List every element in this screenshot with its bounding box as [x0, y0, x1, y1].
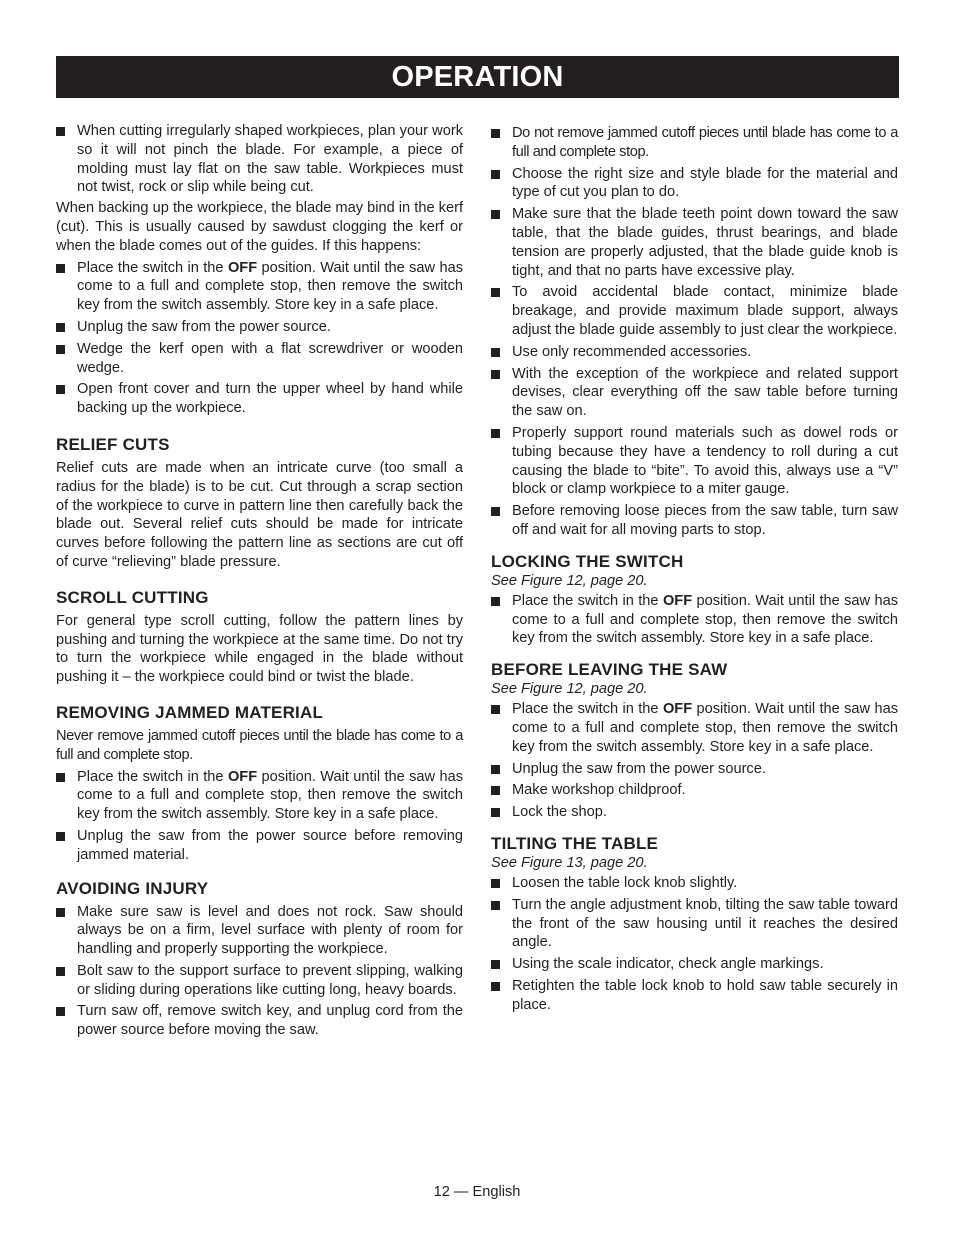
scroll-cutting-section — [56, 588, 463, 687]
list-item: Before removing loose pieces from the saw table, turn saw off and wait for all moving parts to stop. — [491, 502, 898, 540]
figure-reference: See Figure 12, page 20. — [491, 572, 648, 589]
left-column — [56, 122, 463, 1043]
list-item: Make sure saw is level and does not rock. Saw should always be on a firm, level surface with plenty of room for handling and properly supporting the workpiece. — [56, 903, 463, 959]
removing-jammed-section — [56, 703, 463, 865]
list-item: To avoid accidental blade contact, minimize blade breakage, and provide maximum blade support, always adjust the blade guide assembly to just clear the workpiece. — [491, 283, 898, 339]
list-item: Place the switch in the OFF position. Wait until the saw has come to a full and complete stop, then remove the switch key from the switch assembly. Store key in a safe place. — [491, 700, 898, 756]
page-footer: 12 — English — [433, 1184, 521, 1200]
tilting-table-section — [491, 834, 898, 1015]
list-item: Wedge the kerf open with a flat screwdriver or wooden wedge. — [56, 340, 463, 378]
section-text: Relief cuts are made when an intricate curve (too small a radius for the blade) is to be cut. Cut through a scrap section of the workpiece to curve in pattern line then carefully back the blade out. Several relief cuts should be made for intricate curves before following the pattern line as sections are cut off of curve “relieving” blade pressure. — [56, 459, 463, 570]
section-text: For general type scroll cutting, follow the pattern lines by pushing and turning the workpiece at the same time. Do not try to turn the workpiece while engaged in the blade without pushing it – the workpiece could bind or twist the blade. — [56, 612, 463, 686]
list-item: Use only recommended accessories. — [491, 343, 898, 362]
section-heading: BEFORE LEAVING THE SAW — [491, 660, 728, 680]
list-item: Retighten the table lock knob to hold saw table securely in place. — [491, 977, 898, 1015]
list-item: Unplug the saw from the power source before removing jammed material. — [56, 827, 463, 865]
figure-reference: See Figure 13, page 20. — [491, 854, 648, 871]
avoiding-injury-section — [56, 879, 463, 1041]
section-text: Never remove jammed cutoff pieces until the blade has come to a full and complete stop. — [56, 727, 463, 763]
locking-switch-section — [491, 552, 898, 648]
leaving-list — [491, 700, 898, 822]
list-item: Turn the angle adjustment knob, tilting the saw table toward the front of the saw housing until it reaches the desired angle. — [491, 896, 898, 952]
before-leaving-section — [491, 660, 898, 822]
relief-cuts-section — [56, 435, 463, 572]
list-item: Make sure that the blade teeth point down toward the saw table, that the blade guides, thrust bearings, and blade tension are properly adjusted, that the blade guide knob is tight, and that no parts have excessive play. — [491, 205, 898, 280]
list-item: Using the scale indicator, check angle markings. — [491, 955, 898, 974]
list-item: Loosen the table lock knob slightly. — [491, 874, 898, 893]
safety-list — [491, 124, 898, 540]
section-heading: TILTING THE TABLE — [491, 833, 659, 853]
tilting-list — [491, 874, 898, 1015]
section-heading: AVOIDING INJURY — [56, 878, 209, 898]
backing-list — [56, 259, 463, 418]
list-item: Place the switch in the OFF position. Wait until the saw has come to a full and complete stop, then remove the switch key from the switch assembly. Store key in a safe place. — [491, 592, 898, 648]
list-item: Unplug the saw from the power source. — [491, 760, 898, 779]
list-item: Turn saw off, remove switch key, and unplug cord from the power source before moving the saw. — [56, 1002, 463, 1040]
list-item: Unplug the saw from the power source. — [56, 318, 463, 337]
list-item: Make workshop childproof. — [491, 781, 898, 800]
list-item: Choose the right size and style blade for the material and type of cut you plan to do. — [491, 165, 898, 203]
figure-reference: See Figure 12, page 20. — [491, 681, 648, 698]
jammed-list — [56, 768, 463, 865]
section-heading: RELIEF CUTS — [56, 434, 170, 454]
list-item: Properly support round materials such as dowel rods or tubing because they have a tendency to roll during a cut causing the blade to “bite”. To avoid this, always use a “V” block or clamp workpiece to a miter gauge. — [491, 424, 898, 499]
page-title: OPERATION — [391, 60, 564, 93]
page-title-banner — [56, 56, 899, 98]
list-item: Do not remove jammed cutoff pieces until blade has come to a full and complete stop. — [491, 124, 898, 162]
section-heading: LOCKING THE SWITCH — [491, 551, 684, 571]
list-item: Place the switch in the OFF position. Wait until the saw has come to a full and complete stop, then remove the switch key from the switch assembly. Store key in a safe place. — [56, 259, 463, 315]
locking-list — [491, 592, 898, 648]
list-item: When cutting irregularly shaped workpieces, plan your work so it will not pinch the blade. For example, a piece of molding must lay flat on the saw table. Workpieces must not twist, rock or slip while being cut. — [56, 122, 463, 197]
list-item: Open front cover and turn the upper wheel by hand while backing up the workpiece. — [56, 380, 463, 418]
backing-paragraph: When backing up the workpiece, the blade may bind in the kerf (cut). This is usually caused by sawdust clogging the kerf or when the blade comes out of the guides. If this happens: — [56, 200, 463, 254]
list-item: Lock the shop. — [491, 803, 898, 822]
list-item: Place the switch in the OFF position. Wait until the saw has come to a full and complete stop, then remove the switch key from the switch assembly. Store key in a safe place. — [56, 768, 463, 824]
right-column — [491, 124, 898, 1017]
list-item: With the exception of the workpiece and related support devises, clear everything off the saw table before turning the saw on. — [491, 365, 898, 421]
intro-list — [56, 122, 463, 197]
injury-list — [56, 903, 463, 1041]
section-heading: REMOVING JAMMED MATERIAL — [56, 702, 324, 722]
list-item: Bolt saw to the support surface to prevent slipping, walking or sliding during operations like cutting long, heavy boards. — [56, 962, 463, 1000]
section-heading: SCROLL CUTTING — [56, 587, 209, 607]
